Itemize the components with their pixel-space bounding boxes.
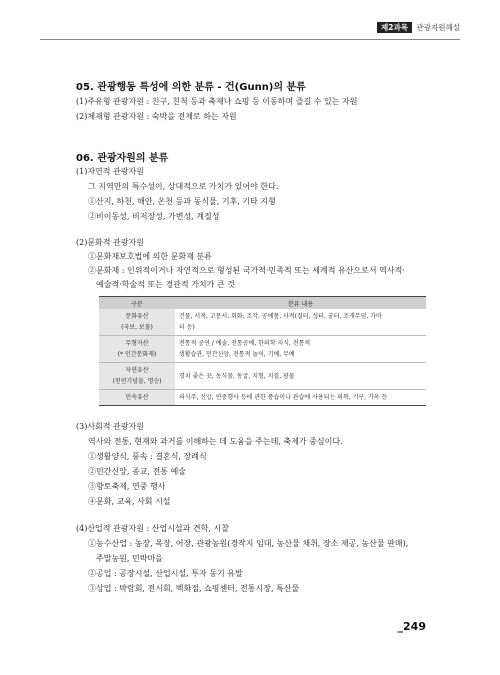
table-cell-category: 문화유산 (국보, 보물): [99, 309, 175, 336]
cultural-item-1: ①문화재보호법에 의한 문화재 분류: [88, 252, 212, 261]
table-cell-content: 의식주, 신앙, 연중행사 등에 관한 풍습이나 관습에 사용되는 의복, 기구, 가옥 등: [175, 390, 426, 406]
table-row: [99, 363, 426, 390]
natural-desc: 그 지역만의 특수성이, 상대적으로 가치가 있어야 한다.: [88, 182, 279, 191]
table-row: [99, 336, 426, 363]
running-header: [40, 22, 460, 34]
table-cell-content: 전통적 공연 / 예술, 전통공예, 한의학 지식, 전통적 생활습관, 민간신앙, 전통적 놀이, 기예, 무예: [175, 336, 426, 363]
natural-title: (1)자연적 관광자원: [76, 167, 144, 176]
table-cell-content: 경치 좋은 곳, 동식물, 동굴, 지형, 지질, 광물: [175, 363, 426, 390]
industrial-item-1-cont: 주말농원, 민박마을: [96, 554, 163, 563]
industrial-item-1: ①농수산업 : 농장, 목장, 어장, 관광농원(경작지 임대, 농산물 채취, 장소 제공, 농산물 판매),: [88, 539, 409, 548]
table-cell-category: 자연유산 (천연기념물, 명승): [99, 363, 175, 390]
table-header-row: [99, 297, 426, 310]
industrial-item-3: ③상업 : 박람회, 전시회, 백화점, 쇼핑센터, 전통시장, 특산물: [88, 584, 300, 593]
header-rule: [40, 39, 460, 40]
cultural-item-2-cont: 예술적·학술적 또는 경관적 가치가 큰 것: [96, 280, 235, 289]
social-desc: 역사와 전통, 현재와 과거를 이해하는 데 도움을 주는데, 축제가 중심이다.: [88, 437, 343, 446]
table-cell-category: 민속유산: [99, 390, 175, 406]
industrial-item-2: ②공업 : 공장시설, 산업시설, 투자 동기 유발: [88, 569, 243, 578]
social-item-2: ②민간신앙, 종교, 전통 예술: [88, 467, 186, 476]
chapter-title: 관광자원해설: [416, 23, 460, 32]
table-cell-content: 건물, 서적, 고문서, 회화, 조각, 공예품, 사적(절터, 성터, 궁터, 조개무덤, 가마 터 등): [175, 309, 426, 336]
natural-item-2: ②비이동성, 비저장성, 가변성, 계절성: [88, 212, 220, 221]
table-header-category: 구분: [99, 297, 175, 310]
cultural-title: (2)문화적 관광자원: [76, 238, 144, 247]
social-item-1: ①생활양식, 풍속 : 결혼식, 장례식: [88, 452, 207, 461]
heritage-classification-table: [99, 296, 426, 406]
section-6-heading: 06. 관광자원의 분류: [76, 153, 169, 164]
section-5-line-2: (2)체재형 관광자원 : 숙박을 전제로 하는 자원: [76, 112, 237, 121]
cultural-item-2: ②문화재 : 인위적이거나 자연적으로 형성된 국가적·민족적 또는 세계적 유산으로서 역사적·: [88, 266, 405, 275]
section-5-heading: 05. 관광행동 특성에 의한 분류 - 건(Gunn)의 분류: [76, 82, 306, 93]
table-row: [99, 309, 426, 336]
page-number: _249: [397, 620, 426, 633]
chapter-tag: 제2과목: [377, 22, 412, 33]
table-row: [99, 390, 426, 406]
industrial-title: (4)산업적 관광자원 : 산업시설과 견학, 시찰: [76, 524, 229, 533]
social-title: (3)사회적 관광자원: [76, 422, 144, 431]
social-item-4: ④문화, 교육, 사회 시설: [88, 497, 171, 506]
table-cell-category: 무형자산 (* 인간문화재): [99, 336, 175, 363]
table-header-content: 분류 내용: [175, 297, 426, 310]
natural-item-1: ①산지, 하천, 해안, 온천 등과 동식물, 기후, 기타 지형: [88, 197, 276, 206]
social-item-3: ③향토축제, 연중 행사: [88, 482, 166, 491]
section-5-line-1: (1)주유형 관광자원 : 친구, 친척 등과 축제나 쇼핑 등 이동하며 즐길 수 있는 자원: [76, 97, 358, 106]
